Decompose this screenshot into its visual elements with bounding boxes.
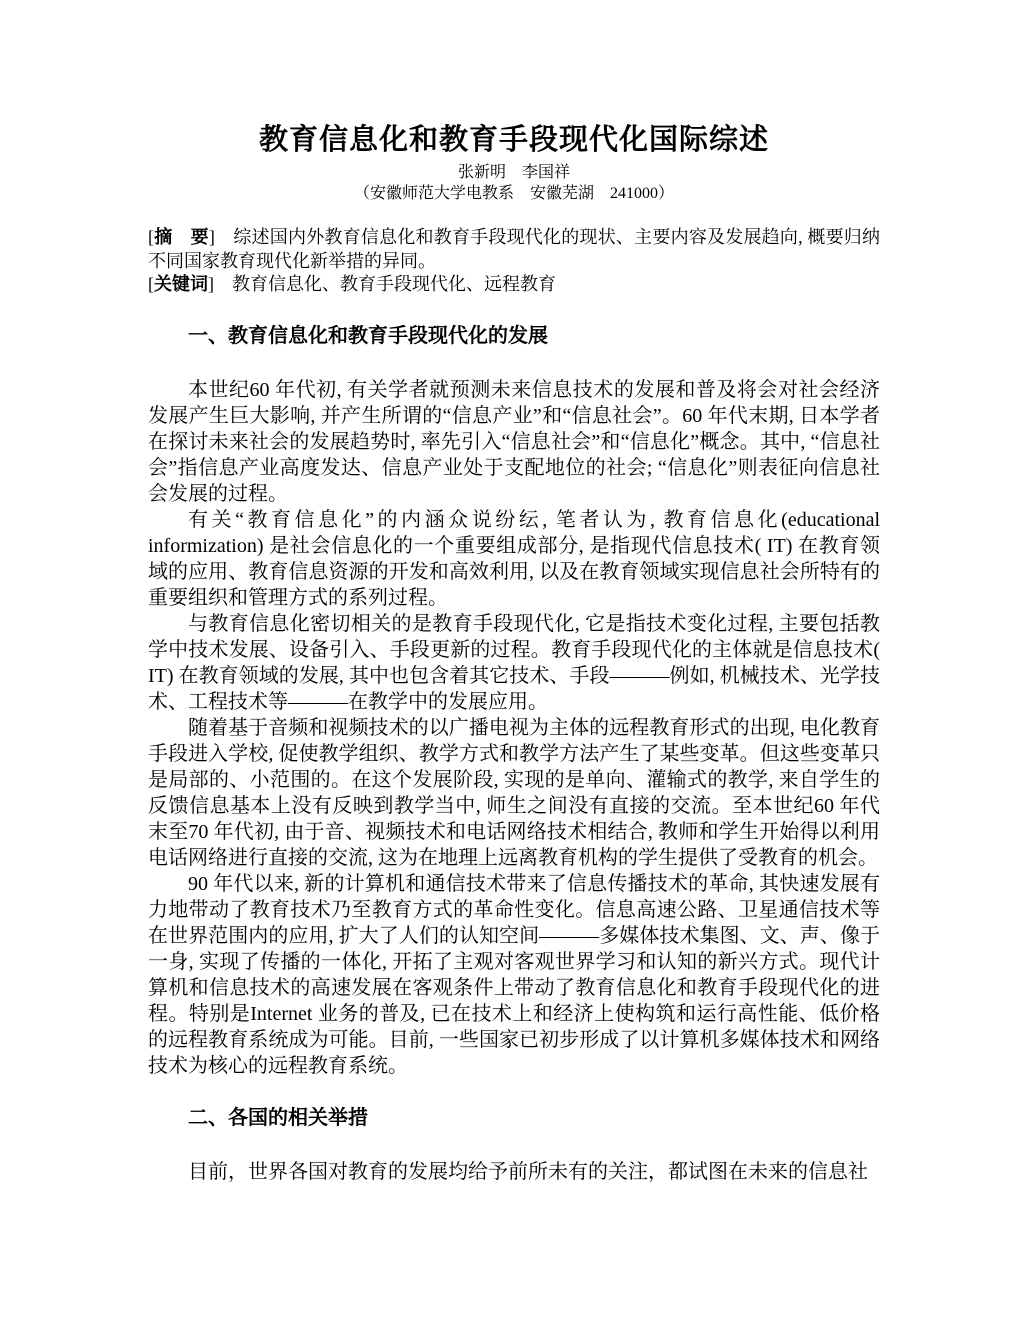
paragraph: 目前，世界各国对教育的发展均给予前所未有的关注，都试图在未来的信息社 [188,1160,868,1183]
abstract-bracket-open: [ [148,227,154,247]
keywords-label: 关键词 [154,274,208,294]
paragraph: 随着基于音频和视频技术的以广播电视为主体的远程教育形式的出现, 电化教育手段进入学校, 促使教学组织、教学方式和教学方法产生了某些变革。但这些变革只是局部的、小范围的。在这个发展阶段, 实现的是单向、灌输式的教学, 来自学生的反馈信息基本上没有反映到教学当中, 师生之间没有直接的交流。至本世纪60 年代末至70 年代初, 由于音、视频技术和电话网络技术相结合, 教师和学生开始得以利用电话网络进行直接的交流, 这为在地理上远离教育机构的学生提供了受教育的机会。 [148,716,880,869]
section-2 [148,1105,880,1185]
document-content [148,122,880,1185]
paper-title: 教育信息化和教育手段现代化国际综述 [258,124,769,156]
paragraph: 有关“教育信息化”的内涵众说纷纭, 笔者认为, 教育信息化(educational informization) 是社会信息化的一个重要组成部分, 是指现代信息技术( IT) 在教育领域的应用、教育信息资源的开发和高效利用, 以及在教育领域实现信息社会所特有的重要组织和管理方式的系列过程。 [148,508,880,609]
abstract-keywords-block [148,226,880,297]
keywords-line [148,273,880,297]
keywords-bracket-close: ] [208,274,214,294]
abstract-text: 综述国内外教育信息化和教育手段现代化的现状、主要内容及发展趋向, 概要归纳不同国家教育现代化新举措的异同。 [148,227,881,271]
section-1-paragraphs [148,377,880,1079]
keywords-text: 教育信息化、教育手段现代化、远程教育 [214,274,556,294]
keywords-bracket-open: [ [148,274,154,294]
section-2-heading: 二、各国的相关举措 [188,1106,368,1129]
paper-authors: 张新明 李国祥 [457,164,570,181]
paragraph: 本世纪60 年代初, 有关学者就预测未来信息技术的发展和普及将会对社会经济发展产生巨大影响, 并产生所谓的“信息产业”和“信息社会”。60 年代末期, 日本学者在探讨未来社会的发展趋势时, 率先引入“信息社会”和“信息化”概念。其中, “信息社会”指信息产业高度发达、信息产业处于支配地位的社会; “信息化”则表征向信息社会发展的过程。 [148,378,880,505]
section-1-heading: 一、教育信息化和教育手段现代化的发展 [188,324,548,347]
abstract-bracket-close: ] [208,227,215,247]
paper-affiliation: （安徽师范大学电教系 安徽芜湖 241000） [353,185,674,202]
abstract-line [148,226,880,273]
section-2-paragraphs [148,1159,880,1185]
paragraph: 90 年代以来, 新的计算机和通信技术带来了信息传播技术的革命, 其快速发展有力地带动了教育技术乃至教育方式的革命性变化。信息高速公路、卫星通信技术等在世界范围内的应用, 扩大了人们的认知空间———多媒体技术集图、文、声、像于一身, 实现了传播的一体化, 开拓了主观对客观世界学习和认知的新兴方式。现代计算机和信息技术的高速发展在客观条件上带动了教育信息化和教育手段现代化的进程。特别是Internet 业务的普及, 已在技术上和经济上使构筑和运行高性能、低价格的远程教育系统成为可能。目前, 一些国家已初步形成了以计算机多媒体技术和网络技术为核心的远程教育系统。 [148,872,880,1077]
section-1 [148,323,880,1079]
paragraph: 与教育信息化密切相关的是教育手段现代化, 它是指技术变化过程, 主要包括教学中技术发展、设备引入、手段更新的过程。教育手段现代化的主体就是信息技术( IT) 在教育领域的发展, 其中也包含着其它技术、手段———例如, 机械技术、光学技术、工程技术等———在教学中的发展应用。 [148,612,880,713]
abstract-label: 摘 要 [154,227,209,247]
